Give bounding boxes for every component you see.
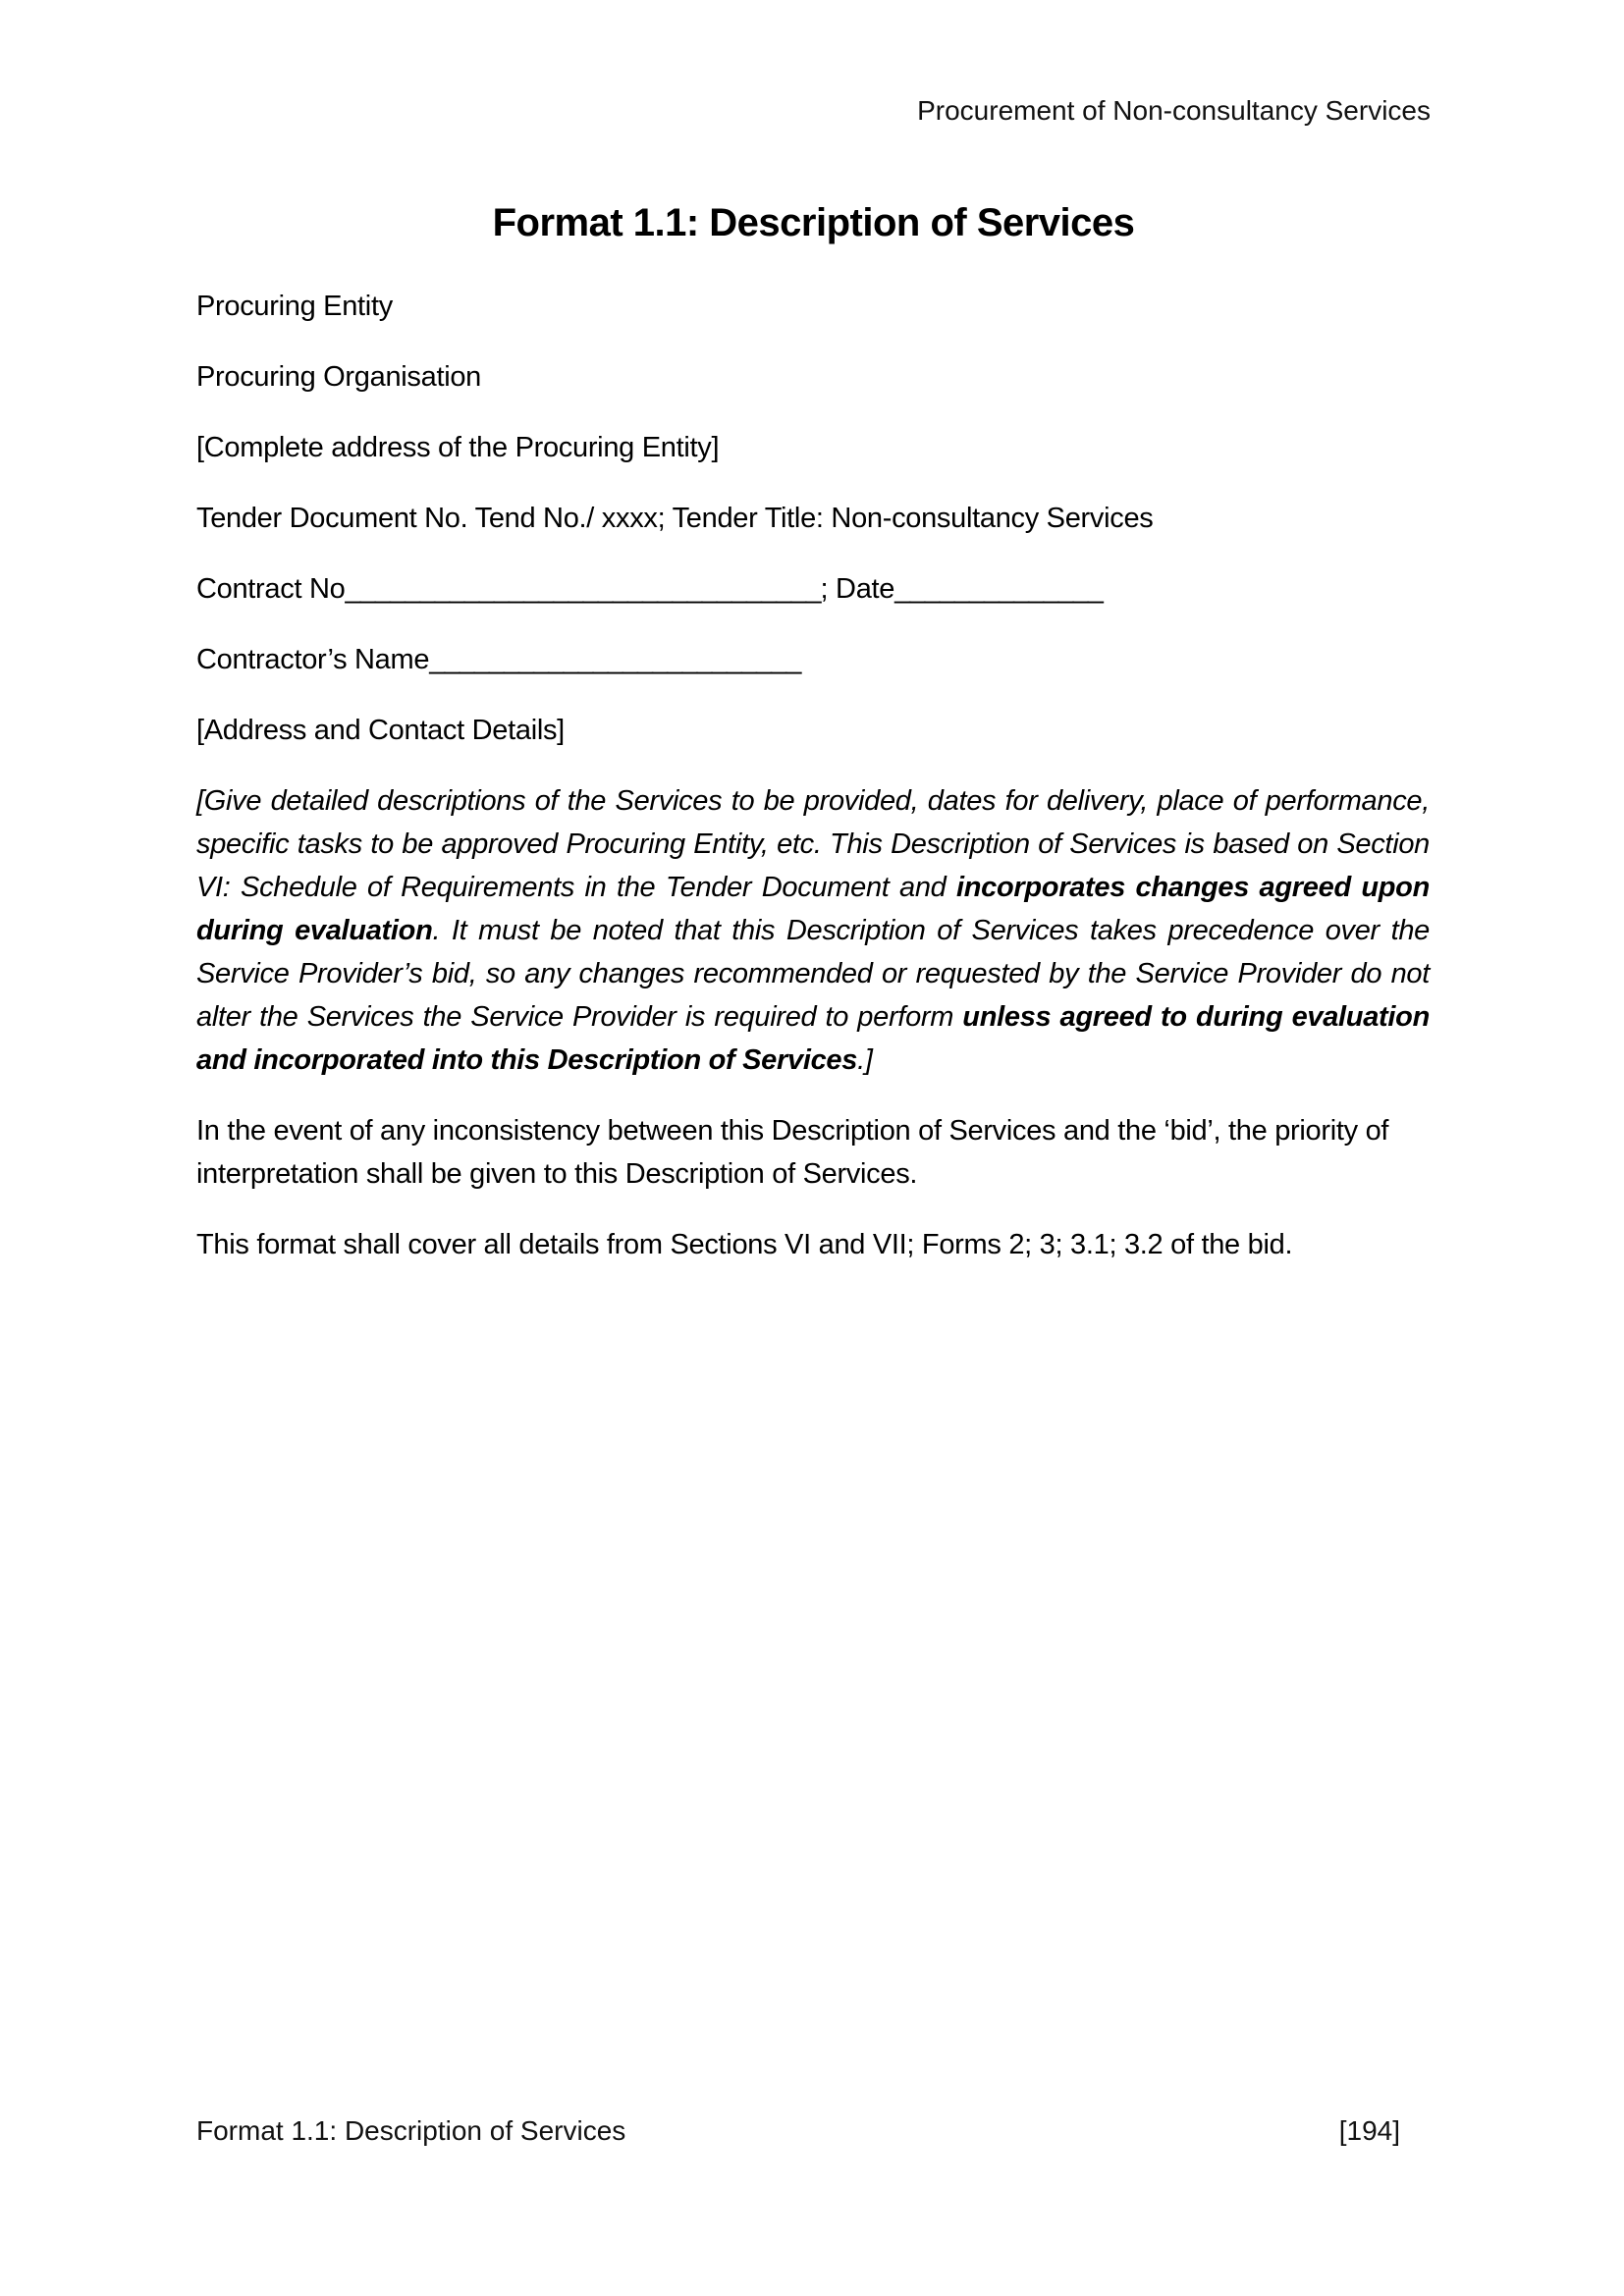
instructions-bold-segment-1: incorporates changes agreed upon during evaluation <box>196 872 1430 946</box>
date-blank: ______________ <box>894 573 1103 605</box>
footer-page-number: [194] <box>1338 2115 1400 2146</box>
contractor-name-blank: _________________________ <box>429 644 801 675</box>
address-placeholder-line: [Complete address of the Procuring Entity] <box>196 432 720 463</box>
document-title: Format 1.1: Description of Services <box>492 201 1135 244</box>
page-footer <box>196 2114 1400 2148</box>
contract-no-blank: ________________________________ <box>345 573 821 605</box>
instructions-close-text: .] <box>857 1044 873 1076</box>
document-body <box>196 285 1430 1294</box>
procuring-entity-line: Procuring Entity <box>196 291 393 322</box>
contract-line <box>196 567 1430 611</box>
instructions-bold-segment-2: unless agreed to during evaluation and incorporated into this Description of Services <box>196 1001 1430 1076</box>
procuring-organisation-line: Procuring Organisation <box>196 361 481 393</box>
instructions-mid-text: . It must be noted that this Description of Services takes precedence over the Service Provider’s bid, so any changes recommended or requested by the Service Provider do not alter the Services the Service Provider is required to perform <box>196 915 1430 1033</box>
inconsistency-paragraph: In the event of any inconsistency between this Description of Services and the ‘bid’, the priority of interpretation shall be given to this Description of Services. <box>196 1115 1389 1190</box>
instructions-paragraph <box>196 779 1430 1082</box>
contract-no-label: Contract No <box>196 573 346 605</box>
contact-placeholder-line: [Address and Contact Details] <box>196 715 565 746</box>
contractor-line <box>196 638 1430 681</box>
footer-document-title: Format 1.1: Description of Services <box>196 2115 626 2146</box>
page-header <box>196 94 1431 128</box>
header-running-title: Procurement of Non-consultancy Services <box>917 95 1431 126</box>
coverage-paragraph: This format shall cover all details from Sections VI and VII; Forms 2; 3; 3.1; 3.2 of the bid. <box>196 1229 1293 1260</box>
contractor-name-label: Contractor’s Name <box>196 644 430 675</box>
date-label: ; Date <box>820 573 895 605</box>
tender-document-line: Tender Document No. Tend No./ xxxx; Tender Title: Non-consultancy Services <box>196 503 1154 534</box>
instructions-open-text: [Give detailed descriptions of the Services to be provided, dates for delivery, place of performance, specific tasks to be approved Procuring Entity, etc. This Description of Services is based on Section VI: Schedule of Requirements in the Tender Document and <box>196 785 1430 903</box>
